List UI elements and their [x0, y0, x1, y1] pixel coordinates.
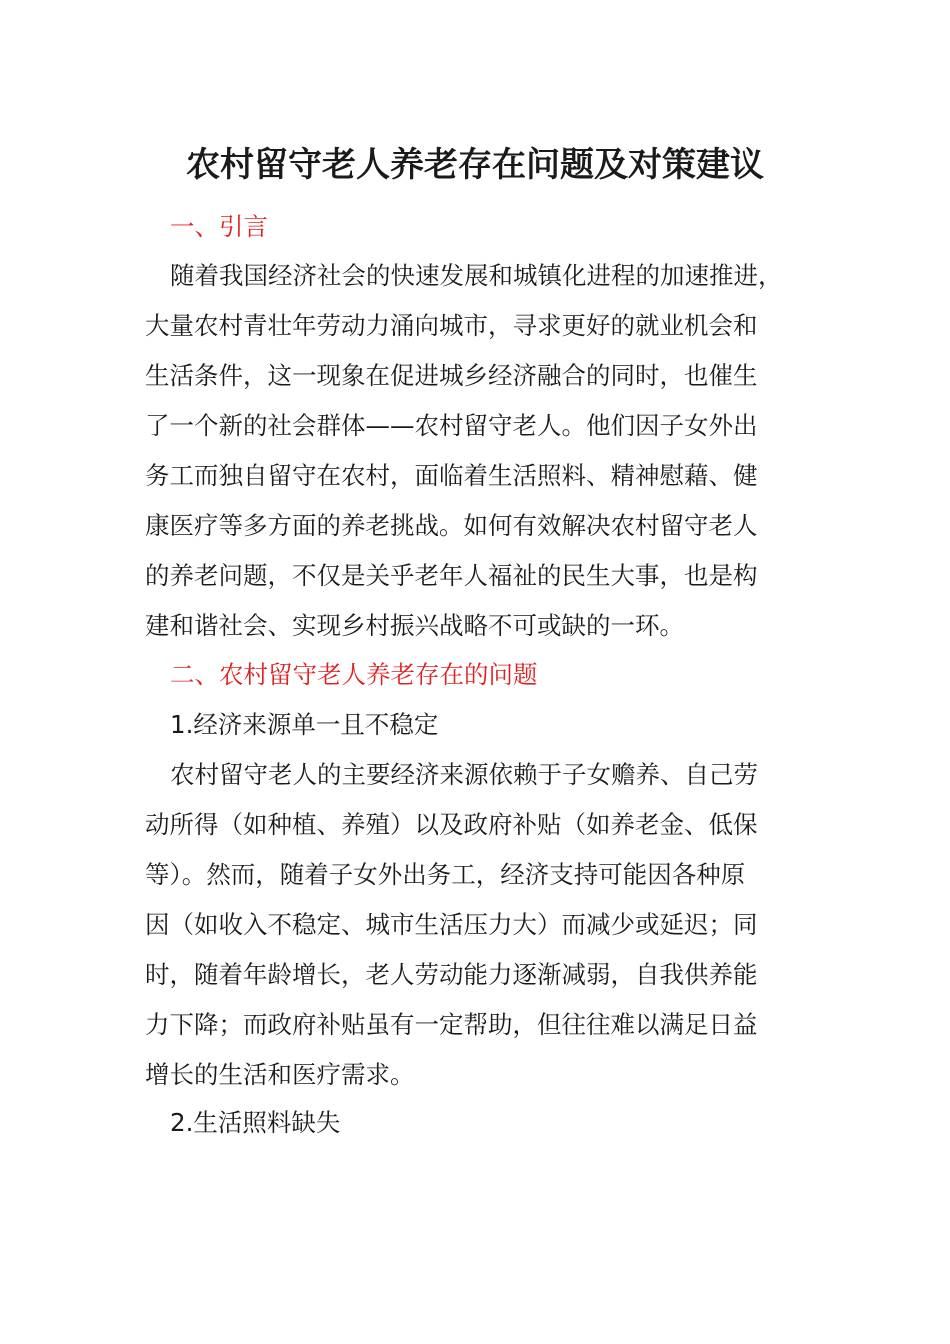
paragraph-line: 因（如收入不稳定、城市生活压力大）而减少或延迟；同: [145, 910, 758, 939]
document-title: 农村留守老人养老存在问题及对策建议: [186, 145, 764, 185]
paragraph-line: 力下降；而政府补贴虽有一定帮助，但往往难以满足日益: [145, 1010, 758, 1039]
paragraph-line: 康医疗等多方面的养老挑战。如何有效解决农村留守老人: [145, 511, 758, 540]
paragraph-line: 务工而独自留守在农村，面临着生活照料、精神慰藉、健: [145, 461, 758, 490]
paragraph-line: 随着我国经济社会的快速发展和城镇化进程的加速推进，: [170, 261, 783, 290]
section-heading-problems: 二、农村留守老人养老存在的问题: [170, 660, 538, 689]
subheading-life-care: 2.生活照料缺失: [170, 1108, 341, 1137]
paragraph-line: 增长的生活和医疗需求。: [145, 1060, 415, 1089]
section-heading-introduction: 一、引言: [170, 212, 268, 241]
subheading-economic-source: 1.经济来源单一且不稳定: [170, 710, 439, 739]
paragraph-line: 农村留守老人的主要经济来源依赖于子女赡养、自己劳: [170, 760, 758, 789]
paragraph-line: 了一个新的社会群体——农村留守老人。他们因子女外出: [145, 411, 758, 440]
paragraph-line: 动所得（如种植、养殖）以及政府补贴（如养老金、低保: [145, 810, 758, 839]
paragraph-line: 建和谐社会、实现乡村振兴战略不可或缺的一环。: [145, 611, 684, 640]
paragraph-line: 等）。然而，随着子女外出务工，经济支持可能因各种原: [145, 860, 746, 889]
paragraph-line: 的养老问题，不仅是关乎老年人福祉的民生大事，也是构: [145, 561, 758, 590]
paragraph-line: 大量农村青壮年劳动力涌向城市，寻求更好的就业机会和: [145, 311, 758, 340]
paragraph-line: 生活条件，这一现象在促进城乡经济融合的同时，也催生: [145, 361, 758, 390]
paragraph-line: 时，随着年龄增长，老人劳动能力逐渐减弱，自我供养能: [145, 960, 758, 989]
